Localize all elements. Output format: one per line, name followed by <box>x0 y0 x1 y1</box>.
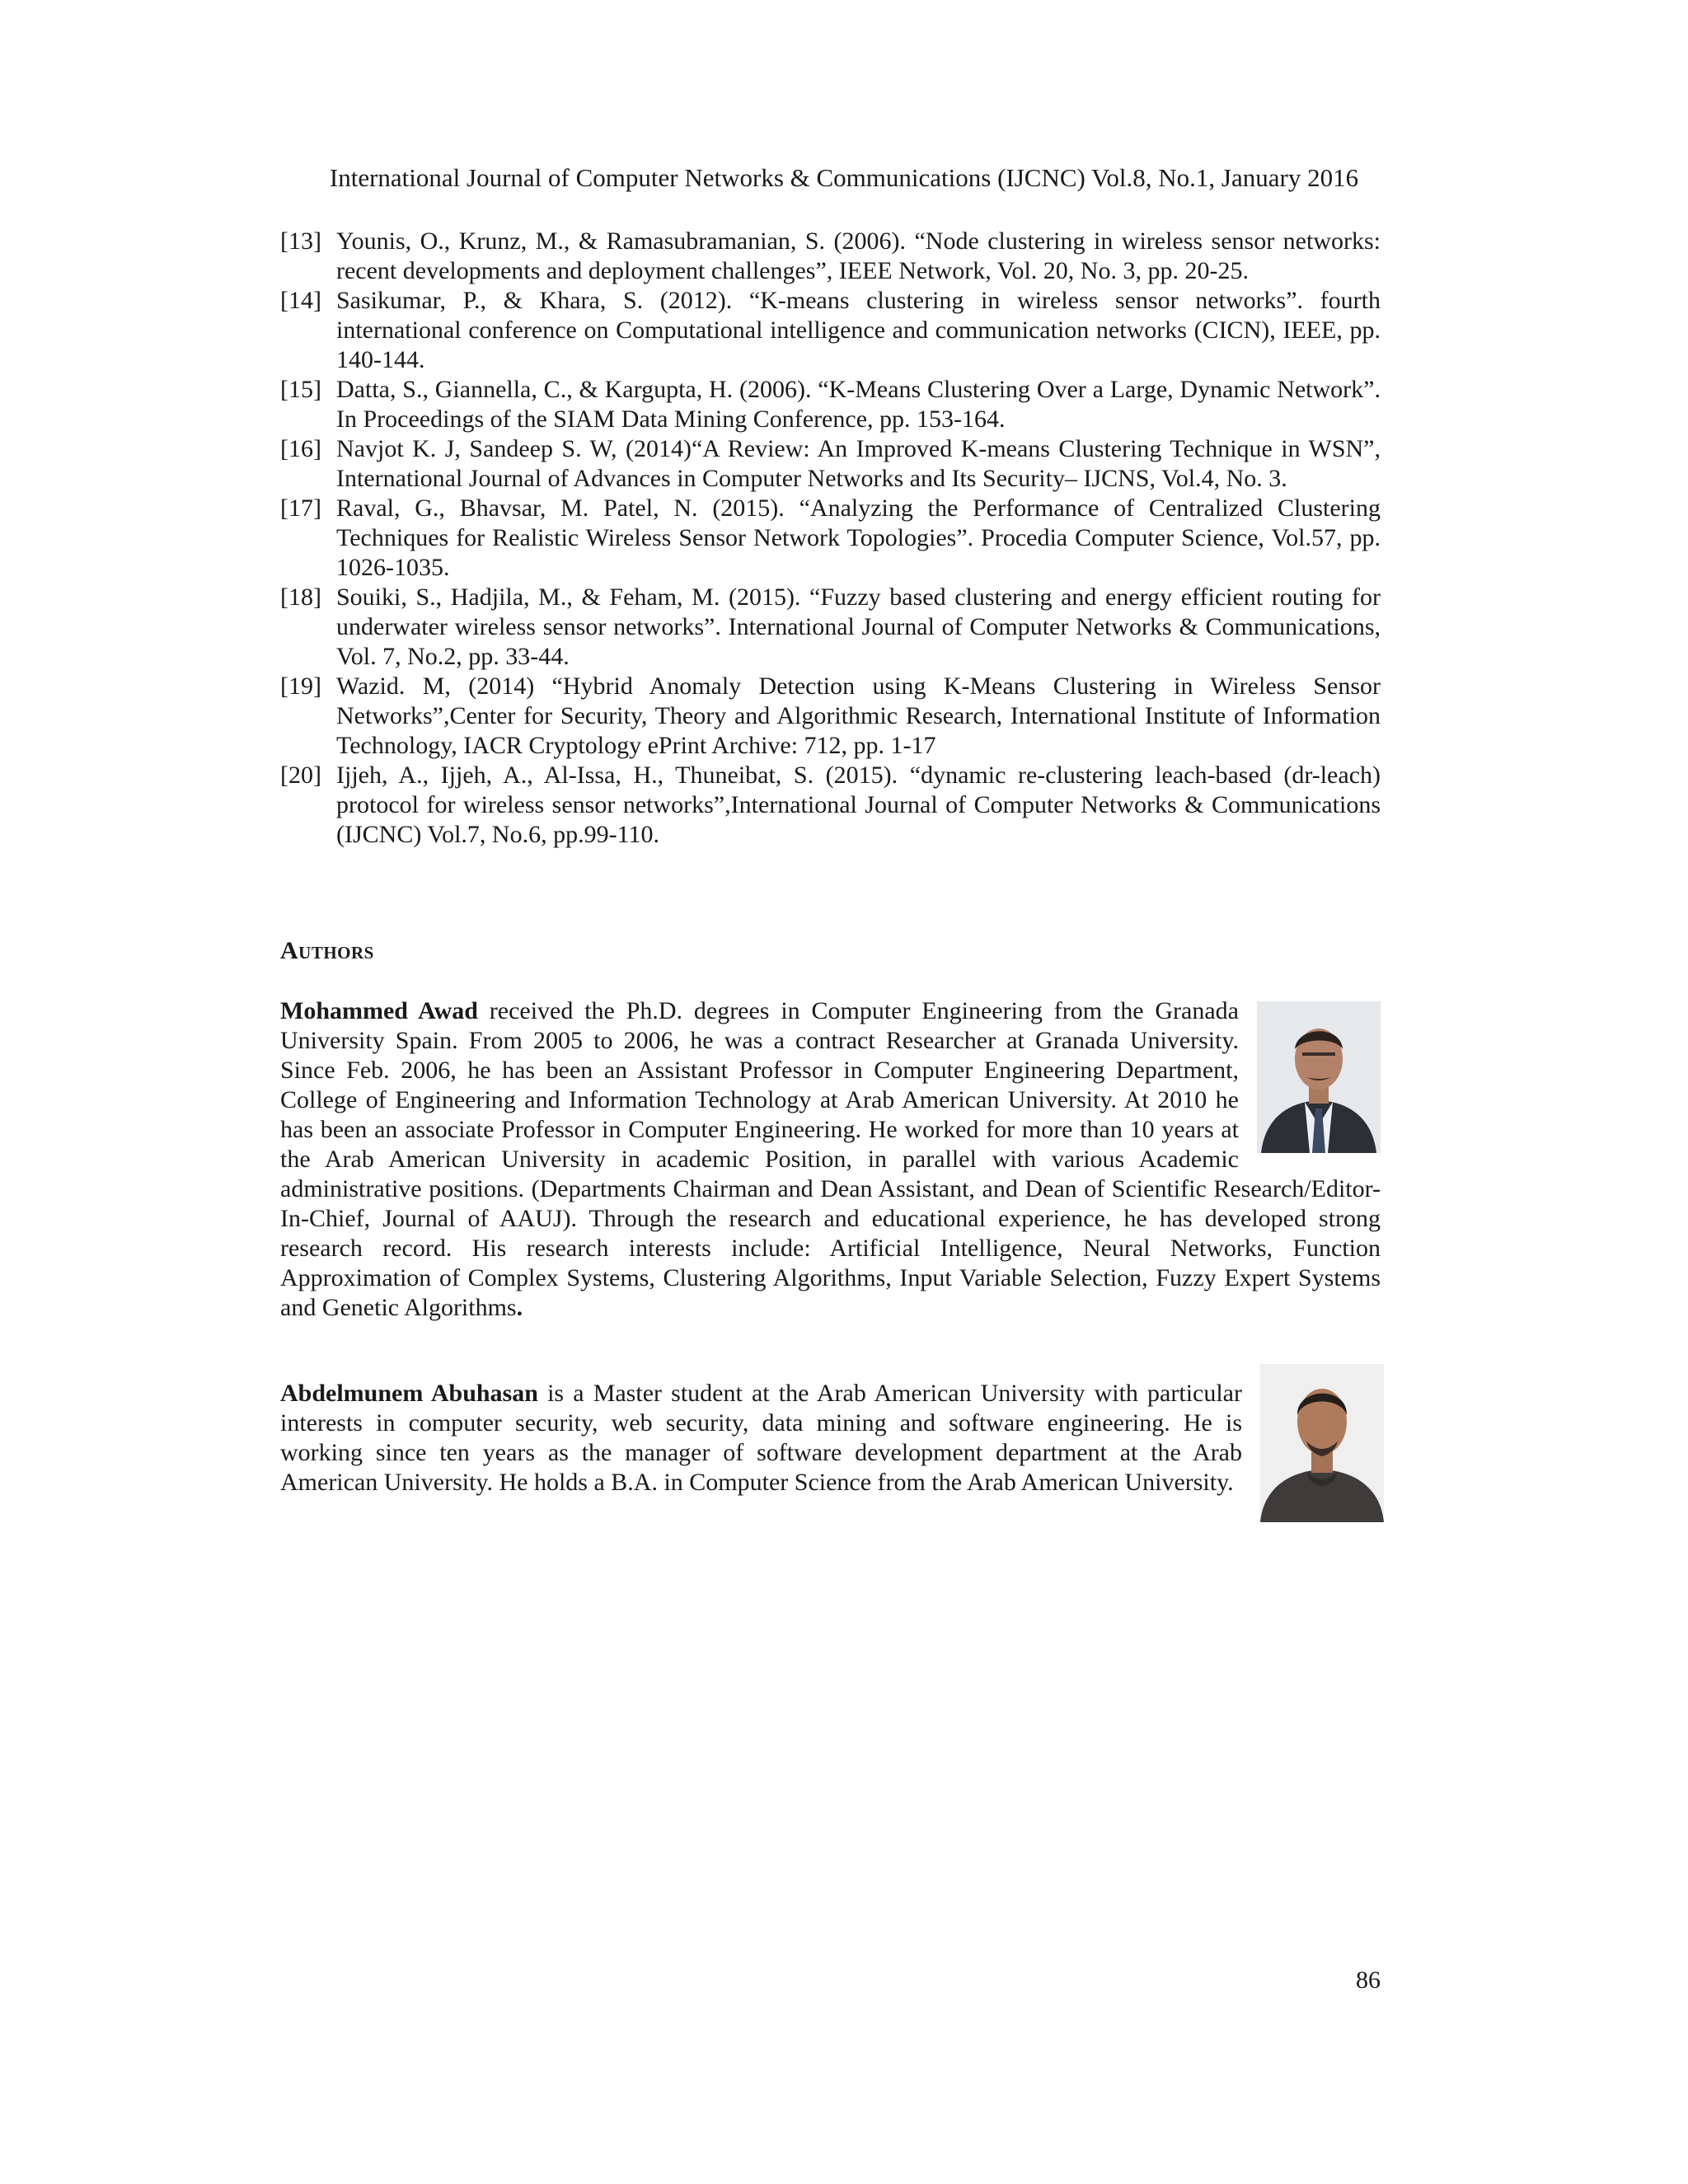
author-bio-mohammed-awad <box>280 996 1381 1323</box>
author-photo-mohammed-awad <box>1257 1001 1381 1153</box>
reference-text: Sasikumar, P., & Khara, S. (2012). “K-means clustering in wireless sensor networks”. fourth international conference on Computational intelligence and communication networks (CICN), IEEE, pp. 140-144. <box>336 287 1381 373</box>
person-portrait-icon <box>1257 1001 1381 1153</box>
author-photo-abdelmunem-abuhasan <box>1260 1364 1384 1522</box>
reference-text: Souiki, S., Hadjila, M., & Feham, M. (2015). “Fuzzy based clustering and energy efficient routing for underwater wireless sensor networks”. International Journal of Computer Networks & Communications, Vol. 7, No.2, pp. 33-44. <box>336 583 1381 670</box>
author-name: Mohammed Awad <box>280 997 478 1024</box>
page-number: 86 <box>1356 1966 1381 1994</box>
reference-item <box>280 583 1381 672</box>
reference-item <box>280 494 1381 583</box>
reference-number: [13] <box>280 227 321 255</box>
reference-text: Younis, O., Krunz, M., & Ramasubramanian, S. (2006). “Node clustering in wireless sensor networks: recent developments and deployment challenges”, IEEE Network, Vol. 20, No. 3, pp. 20-25. <box>336 227 1381 284</box>
reference-text: Datta, S., Giannella, C., & Kargupta, H. (2006). “K-Means Clustering Over a Large, Dynamic Network”. In Proceedings of the SIAM Data Mining Conference, pp. 153-164. <box>336 376 1381 433</box>
reference-number: [17] <box>280 494 321 522</box>
reference-text: Ijjeh, A., Ijjeh, A., Al-Issa, H., Thuneibat, S. (2015). “dynamic re-clustering leach-based (dr-leach) protocol for wireless sensor networks”,International Journal of Computer Networks & Communications (IJCNC) Vol.7, No.6, pp.99-110. <box>336 762 1381 848</box>
author-bio-text: received the Ph.D. degrees in Computer Engineering from the Granada University Spain. From 2005 to 2006, he was a contract Researcher at Granada University. Since Feb. 2006, he has been an Assistant Professor in Computer Engineering Department, College of Engineering and Information Technology at Arab American University. At 2010 he has been an associate Professor in Computer Engineering. He worked for more than 10 years at the Arab American University in academic Position, in parallel with various Academic administrative positions. (Departments Chairman and Dean Assistant, and Dean of Scientific Research/Editor-In-Chief, Journal of AAUJ). Through the research and educational experience, he has developed strong research record. His research interests include: Artificial Intelligence, Neural Networks, Function Approximation of Complex Systems, Clustering Algorithms, Input Variable Selection, Fuzzy Expert Systems and Genetic Algorithms <box>280 997 1381 1321</box>
reference-item <box>280 227 1381 286</box>
reference-item <box>280 761 1381 850</box>
reference-number: [15] <box>280 376 321 403</box>
author-name: Abdelmunem Abuhasan <box>280 1380 538 1407</box>
reference-text: Raval, G., Bhavsar, M. Patel, N. (2015). “Analyzing the Performance of Centralized Clustering Techniques for Realistic Wireless Sensor Network Topologies”. Procedia Computer Science, Vol.57, pp. 1026-1035. <box>336 494 1381 581</box>
reference-item <box>280 286 1381 375</box>
author-bio-abdelmunem-abuhasan <box>280 1379 1381 1522</box>
reference-number: [19] <box>280 673 321 700</box>
reference-text: Navjot K. J, Sandeep S. W, (2014)“A Review: An Improved K-means Clustering Technique in WSN”, International Journal of Advances in Computer Networks and Its Security– IJCNS, Vol.4, No. 3. <box>336 435 1381 492</box>
reference-item <box>280 672 1381 761</box>
running-header: International Journal of Computer Networks & Communications (IJCNC) Vol.8, No.1, January 2016 <box>329 163 1359 192</box>
reference-number: [14] <box>280 287 321 314</box>
author-bio-text: is a Master student at the Arab American University with particular interests in computer security, web security, data mining and software engineering. He is working since ten years as the manager of software development department at the Arab American University. He holds a B.A. in Computer Science from the Arab American University. <box>280 1380 1242 1496</box>
reference-number: [18] <box>280 583 321 611</box>
reference-item <box>280 434 1381 494</box>
authors-heading: Authors <box>280 937 374 964</box>
reference-number: [16] <box>280 435 321 462</box>
reference-item <box>280 375 1381 434</box>
reference-list <box>280 227 1381 850</box>
reference-text: Wazid. M, (2014) “Hybrid Anomaly Detection using K-Means Clustering in Wireless Sensor Networks”,Center for Security, Theory and Algorithmic Research, International Institute of Information Technology, IACR Cryptology ePrint Archive: 712, pp. 1-17 <box>336 673 1381 759</box>
person-portrait-icon <box>1260 1364 1384 1522</box>
author-bio-end: . <box>516 1294 523 1321</box>
reference-number: [20] <box>280 762 321 789</box>
